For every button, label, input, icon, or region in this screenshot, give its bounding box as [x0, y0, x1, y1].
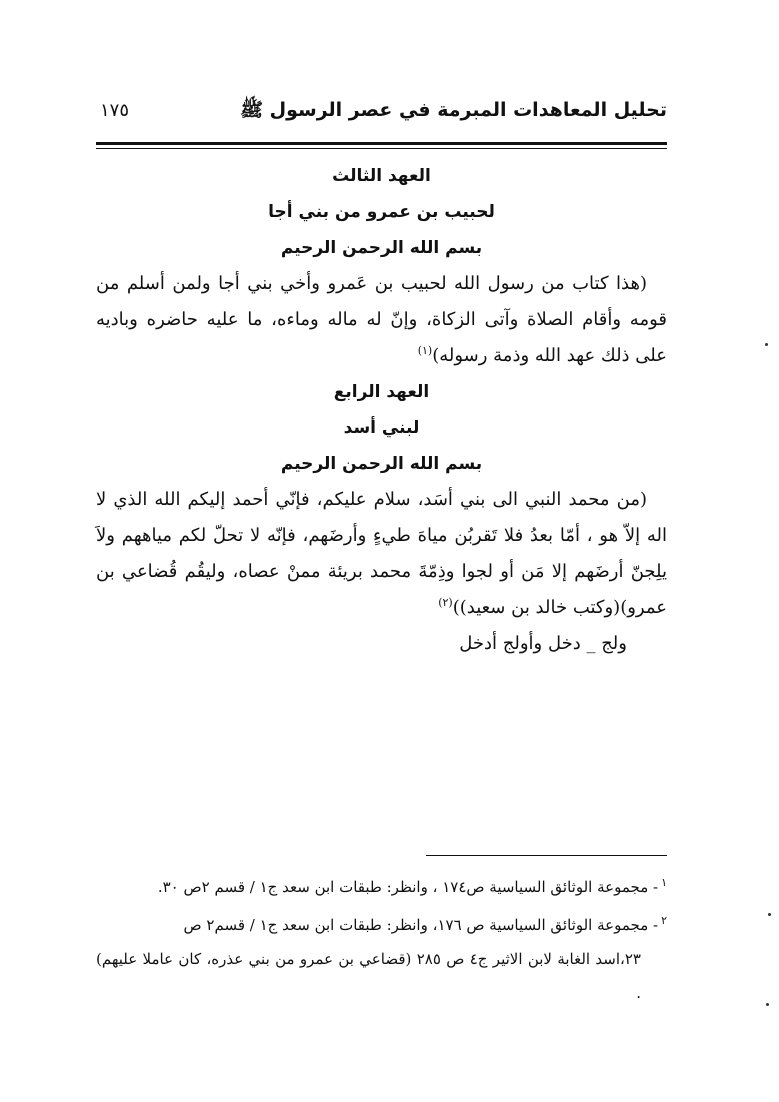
page-header — [96, 98, 667, 132]
footnotes — [96, 866, 667, 1010]
footnote-1-text: - مجموعة الوثائق السياسية ص١٧٤ ، وانظر: طبقات ابن سعد ج١ / قسم ٢ص ٣٠. — [157, 878, 659, 896]
header-rule-thin — [96, 148, 667, 149]
running-title: تحليل المعاهدات المبرمة في عصر الرسول ﷺ — [240, 99, 667, 121]
treaty3-title: العهد الثالث — [332, 166, 431, 186]
footnote-2-continuation: ٢٣،اسد الغابة لابن الاثير ج٤ ص ٢٨٥ (قضاعي بن عمرو من بني عذره، كان عاملا عليهم) . — [96, 950, 641, 1002]
treaty4-recipient: لبني أسد — [343, 418, 420, 438]
footnote-1 — [96, 866, 667, 904]
treaty4-text — [96, 482, 667, 626]
footnote-2-text: - مجموعة الوثائق السياسية ص ١٧٦، وانظر: طبقات ابن سعد ج١ / قسم٢ ص — [183, 916, 659, 934]
treaty4-title: العهد الرابع — [333, 382, 430, 402]
footnote-separator — [426, 855, 667, 856]
scan-speck — [768, 913, 771, 916]
footnote-ref-2[interactable]: (٢) — [438, 596, 453, 609]
page-number: ١٧٥ — [100, 100, 130, 121]
page-body — [96, 158, 667, 662]
treaty3-text-body: (هذا كتاب من رسول الله لحبيب بن عَمرو وأخي بني أجا ولمن أسلم من قومه وأقام الصلاة وآتى الزكاة، وإنّ له ماله وماءه، ما عليه حاضره وباديه على ذلك عهد الله وذمة رسوله) — [96, 273, 667, 366]
header-rule-thick — [96, 142, 667, 145]
scan-speck — [766, 1003, 769, 1006]
treaty3-basmala: بسم الله الرحمن الرحيم — [280, 238, 483, 258]
word-gloss: ولج _ دخل وأولج أدخل — [459, 633, 627, 654]
footnote-2-mark: ٢ — [661, 914, 667, 927]
treaty4-basmala: بسم الله الرحمن الرحيم — [280, 454, 483, 474]
footnote-1-mark: ١ — [661, 876, 667, 889]
treaty3-recipient: لحبيب بن عمرو من بني أجا — [268, 202, 495, 222]
treaty4-text-body: (من محمد النبي الى بني أسَد، سلام عليكم، فإنّي أحمد إليكم الله الذي لا اله إلاّ هو ، أمّا بعدُ فلا تَقربُن مياهَ طيءٍ وأرضَهم، فإنّه لا تحلّ لكم مياههم ولاَ يلِجنّ أرضَهم إلا مَن أو لجوا وذِمّةَ محمد بريئة ممنْ عصاه، وليقُم قُضاعي بن عمرو)(وكتب خالد بن سعيد)) — [96, 489, 667, 618]
treaty3-text — [96, 266, 667, 374]
scan-speck — [765, 343, 768, 346]
footnote-ref-1[interactable]: (١) — [417, 344, 433, 357]
footnote-2 — [96, 904, 667, 942]
